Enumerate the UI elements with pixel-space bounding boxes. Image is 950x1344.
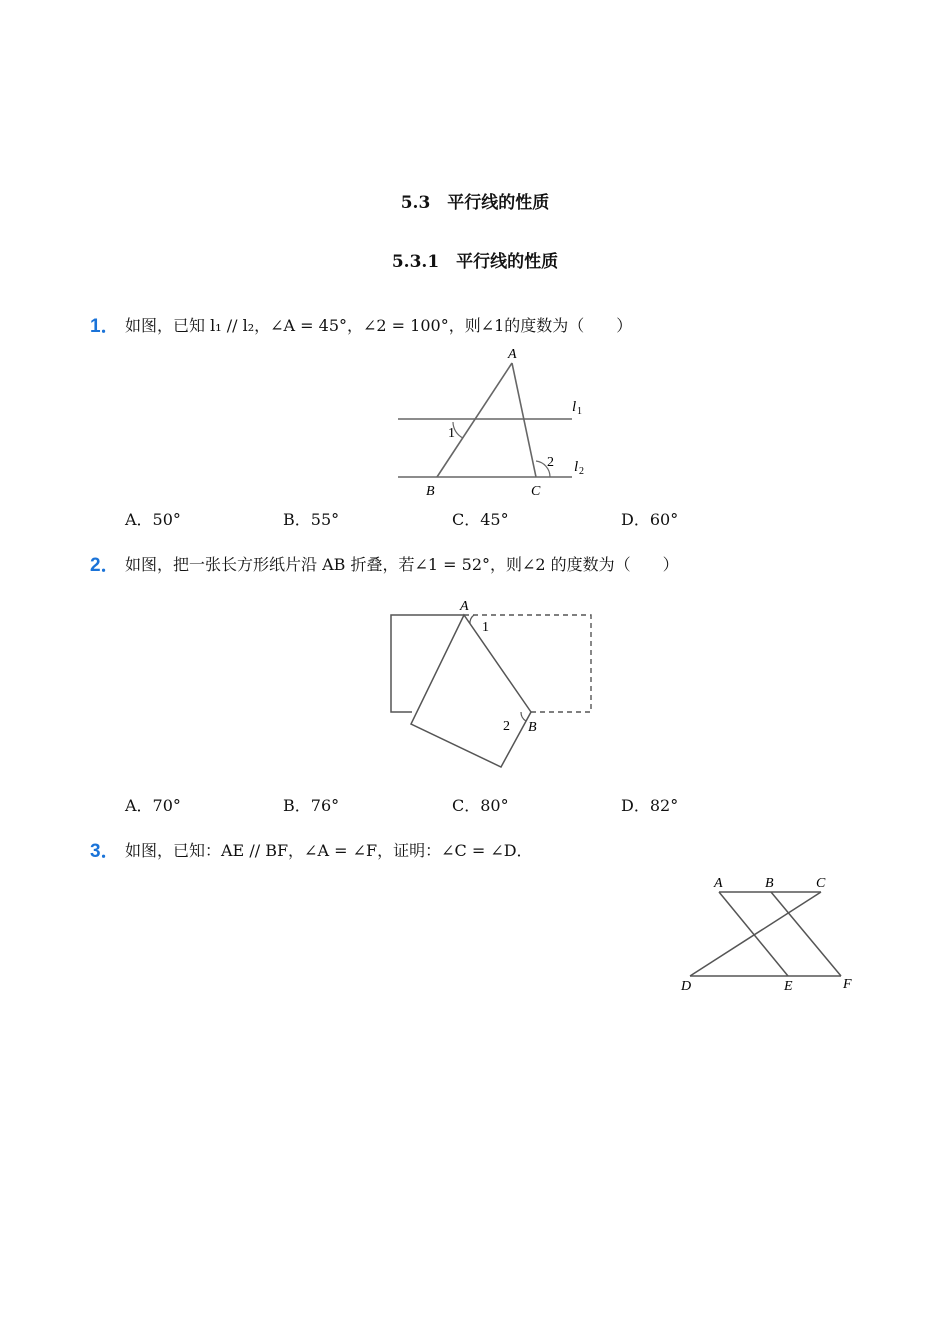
folded-flap	[411, 615, 531, 767]
subsection-title: 5.3.1 平行线的性质	[391, 252, 559, 272]
question-1-option-a: A．50°	[125, 510, 181, 529]
label-b: B	[528, 720, 537, 735]
question-1-option-c: C．45°	[452, 510, 509, 529]
label-c: C	[816, 876, 826, 891]
label-l1: l	[572, 399, 577, 415]
label-angle-1: 1	[448, 426, 455, 441]
segment-ae	[719, 892, 788, 976]
segment-cd	[690, 892, 821, 976]
segment-ab	[437, 363, 512, 477]
label-f: F	[843, 977, 852, 992]
angle-1-arc	[470, 615, 474, 624]
rectangle-remaining	[391, 615, 464, 712]
question-3-text: 如图，已知：AE // BF，∠A = ∠F，证明：∠C = ∠D．	[125, 841, 533, 860]
question-2-option-d: D．82°	[621, 796, 679, 815]
question-1-option-d: D．60°	[621, 510, 679, 529]
label-e: E	[784, 979, 793, 994]
question-2-option-b: B．76°	[283, 796, 340, 815]
question-1-number: 1．	[90, 316, 120, 337]
label-l2: l	[574, 459, 579, 475]
label-l1-sub: 1	[577, 406, 582, 417]
label-l2-sub: 2	[579, 466, 584, 477]
label-angle-2: 2	[503, 719, 510, 734]
question-2-text: 如图，把一张长方形纸片沿 AB 折叠，若∠1 = 52°，则∠2 的度数为（ ）	[125, 555, 679, 574]
label-b: B	[765, 876, 774, 891]
question-3-number: 3．	[90, 841, 120, 862]
question-2-number: 2．	[90, 555, 120, 576]
segment-ac	[512, 363, 536, 477]
question-1-text: 如图，已知 l₁ // l₂，∠A = 45°，∠2 = 100°，则∠1的度数为（ ）	[125, 316, 633, 335]
label-d: D	[681, 979, 692, 994]
angle-2-arc	[521, 712, 526, 721]
label-b: B	[426, 484, 435, 499]
segment-bf	[771, 892, 841, 976]
section-title: 5.3 平行线的性质	[400, 193, 550, 213]
question-1-option-b: B．55°	[283, 510, 340, 529]
label-a: A	[460, 599, 469, 614]
label-a: A	[508, 347, 517, 362]
label-angle-2: 2	[547, 455, 554, 470]
question-2-option-c: C．80°	[452, 796, 509, 815]
question-2-figure	[385, 595, 600, 775]
question-2-option-a: A．70°	[125, 796, 181, 815]
label-angle-1: 1	[482, 620, 489, 635]
question-3-figure	[670, 868, 870, 998]
label-c: C	[531, 484, 541, 499]
label-a: A	[714, 876, 723, 891]
question-1-figure	[390, 340, 600, 505]
